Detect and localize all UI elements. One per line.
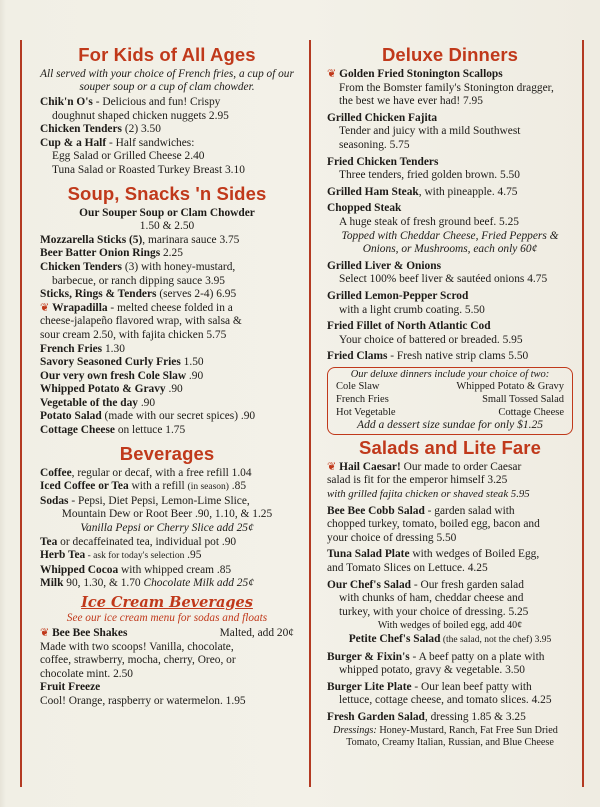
left-column [40, 44, 294, 709]
item-desc-line: seasoning. 5.75 [339, 138, 410, 151]
item-desc-line: whipped potato, gravy & vegetable. 3.50 [339, 664, 525, 677]
menu-item: Fried Fillet of North Atlantic Cod [327, 320, 491, 333]
item-desc-line: cheese-jalapeño flavored wrap, with salsa & [40, 315, 242, 328]
ice-cream-heading: Ice Cream Beverages [81, 594, 253, 611]
item-desc-line: lettuce, cottage cheese, and tomato slices. 4.25 [339, 694, 552, 707]
dressings-line: Tomato, Creamy Italian, Russian, and Blue Cheese [346, 737, 554, 749]
menu-item: Milk 90, 1.30, & 1.70 Chocolate Milk add 25¢ [40, 577, 254, 590]
sides-row: French Fries Small Tossed Salad [336, 394, 564, 406]
item-name: Chik'n O's [40, 96, 93, 108]
menu-item [40, 123, 294, 137]
menu-item: Tea or decaffeinated tea, individual pot .90 [40, 535, 237, 548]
item-desc-line: Onions, or Mushrooms, each only 60¢ [362, 243, 538, 256]
item-desc-line: the best we have ever had! 7.95 [339, 95, 483, 108]
right-column [327, 44, 573, 750]
sides-box-title: Our deluxe dinners include your choice of two: [350, 368, 550, 380]
bee-icon: ❦ [327, 460, 337, 473]
souper-soup-price: 1.50 & 2.50 [139, 220, 195, 233]
menu-item: Sodas - Pepsi, Diet Pepsi, Lemon-Lime Slice, [40, 494, 250, 507]
item-desc-line: Three tenders, fried golden brown. 5.50 [339, 169, 520, 182]
menu-item: Whipped Cocoa with whipped cream .85 [40, 563, 232, 576]
menu-item: ❦ Bee Bee Shakes Malted, add 20¢ [40, 627, 294, 639]
item-desc: (2) 3.50 [121, 123, 161, 136]
item-desc-line: doughnut shaped chicken nuggets 2.95 [52, 109, 229, 122]
menu-item: Mozzarella Sticks (5), marinara sauce 3.75 [40, 233, 240, 246]
ice-cream-note: See our ice cream menu for sodas and floats [66, 612, 268, 624]
menu-item: Fried Chicken Tenders [327, 155, 439, 168]
item-desc-line: Vanilla Pepsi or Cherry Slice add 25¢ [80, 522, 254, 535]
left-border-rule [20, 40, 22, 787]
menu-item: ❦ Wrapadilla - melted cheese folded in a [40, 301, 233, 314]
item-desc-line: barbecue, or ranch dipping sauce 3.95 [52, 274, 226, 287]
menu-item: Tuna Salad Plate with wedges of Boiled Egg, [327, 548, 540, 561]
sides-row: Hot Vegetable Cottage Cheese [336, 406, 564, 418]
item-desc-line: Select 100% beef liver & sautéed onions 4.75 [339, 273, 548, 286]
menu-item: Grilled Ham Steak, with pineapple. 4.75 [327, 185, 518, 198]
menu-item: Whipped Potato & Gravy .90 [40, 383, 183, 396]
item-desc-line: Made with two scoops! Vanilla, chocolate, [40, 640, 234, 653]
item-desc-line: salad is fit for the emperor himself 3.25 [327, 474, 508, 487]
menu-item: Potato Salad (made with our secret spices) .90 [40, 410, 256, 423]
item-desc-line: turkey, with your choice of dressing. 5.25 [339, 605, 529, 618]
item-name: Chicken Tenders [40, 123, 122, 136]
menu-item: Our very own fresh Cole Slaw .90 [40, 369, 204, 382]
soup-heading: Soup, Snacks 'n Sides [67, 182, 267, 204]
menu-item: Grilled Chicken Fajita [327, 111, 438, 124]
menu-item: Vegetable of the day .90 [40, 396, 156, 409]
item-desc-line: with grilled fajita chicken or shaved steak 5.95 [327, 488, 530, 501]
bee-icon: ❦ [327, 68, 337, 80]
souper-soup-name: Our Souper Soup or Clam Chowder [79, 206, 255, 219]
right-border-rule [582, 40, 584, 787]
item-desc-line: with chunks of ham, cheddar cheese and [339, 592, 524, 605]
sides-box-footer: Add a dessert size sundae for only $1.25 [357, 419, 543, 432]
menu-item: Grilled Liver & Onions [327, 259, 442, 272]
item-desc-line: Topped with Cheddar Cheese, Fried Peppers & [341, 229, 559, 242]
menu-item: Our Chef's Salad - Our fresh garden salad [327, 578, 524, 591]
menu-item: Iced Coffee or Tea with a refill (in season) .85 [40, 480, 247, 493]
item-desc-line: coffee, strawberry, mocha, cherry, Oreo, or [40, 654, 236, 667]
menu-item: ❦ Golden Fried Stonington Scallops [327, 68, 503, 80]
menu-item: Cottage Cheese on lettuce 1.75 [40, 424, 186, 437]
item-desc-line: Mountain Dew or Root Beer .90, 1.10, & 1.25 [61, 508, 273, 521]
item-desc-line: Tender and juicy with a mild Southwest [339, 125, 521, 138]
item-desc: - Half sandwiches: [106, 136, 195, 149]
menu-item: Grilled Lemon-Pepper Scrod [327, 289, 469, 302]
kids-heading: For Kids of All Ages [78, 44, 256, 65]
item-desc: - Delicious and fun! Crispy [92, 96, 221, 108]
menu-item: Fresh Garden Salad, dressing 1.85 & 3.25 [327, 710, 526, 723]
menu-item: Petite Chef's Salad (the salad, not the chef) 3.95 [348, 632, 552, 645]
item-desc-line: Egg Salad or Grilled Cheese 2.40 [52, 150, 205, 163]
item-desc-line: and Tomato Slices on Lettuce. 4.25 [327, 562, 488, 574]
menu-item: Chicken Tenders (3) with honey-mustard, [40, 260, 236, 273]
menu-item [40, 96, 294, 110]
bee-icon: ❦ [40, 301, 50, 314]
menu-item: Burger Lite Plate - Our lean beef patty with [327, 680, 532, 693]
menu-item: Burger & Fixin's - A beef patty on a plate with [327, 650, 545, 663]
bee-icon: ❦ [40, 627, 50, 639]
menu-item: Sticks, Rings & Tenders (serves 2-4) 6.95 [40, 288, 237, 301]
item-desc-line: A huge steak of fresh ground beef. 5.25 [339, 215, 519, 228]
menu-item: Chopped Steak [327, 202, 402, 215]
menu-item: Fried Clams - Fresh native strip clams 5.50 [327, 350, 529, 363]
menu-item: Herb Tea - ask for today's selection .95 [40, 549, 202, 562]
kids-note: All served with your choice of French fries, a cup of our souper soup or a cup of clam chowder. [40, 68, 294, 93]
item-desc-line: chopped turkey, tomato, boiled egg, bacon and [327, 518, 540, 531]
item-desc-line: Your choice of battered or breaded. 5.95 [339, 333, 523, 346]
menu-item: Beer Batter Onion Rings 2.25 [40, 247, 183, 260]
item-desc-line: with a light crumb coating. 5.50 [339, 303, 485, 316]
menu-item: Coffee, regular or decaf, with a free refill 1.04 [40, 466, 252, 479]
item-desc-line: Tuna Salad or Roasted Turkey Breast 3.10 [52, 163, 245, 176]
item-desc-line: From the Bomster family's Stonington dragger, [339, 81, 554, 94]
deluxe-heading: Deluxe Dinners [381, 44, 519, 65]
beverages-heading: Beverages [119, 442, 215, 464]
item-desc-line: your choice of dressing 5.50 [327, 531, 457, 544]
item-desc-line: With wedges of boiled egg, add 40¢ [377, 620, 523, 632]
item-desc-line: Cool! Orange, raspberry or watermelon. 1.95 [40, 694, 246, 707]
menu-item: Savory Seasoned Curly Fries 1.50 [40, 356, 204, 369]
salads-heading: Salads and Lite Fare [359, 436, 541, 458]
dressings-line: Dressings: Honey-Mustard, Ranch, Fat Free Sun Dried [333, 724, 558, 736]
item-name: Cup & a Half [40, 136, 107, 149]
menu-item: ❦ Hail Caesar! Our made to order Caesar [327, 460, 522, 473]
center-divider-rule [309, 40, 311, 787]
sides-row: Cole Slaw Whipped Potato & Gravy [336, 381, 564, 393]
menu-item [40, 137, 294, 151]
item-desc-line: chocolate mint. 2.50 [40, 667, 133, 680]
item-desc-line: sour cream 2.50, with fajita chicken 5.75 [40, 328, 227, 341]
menu-item: Bee Bee Cobb Salad - garden salad with [327, 504, 515, 517]
menu-item: French Fries 1.30 [40, 342, 125, 355]
menu-item: Fruit Freeze [40, 681, 101, 694]
dinner-sides-box [327, 367, 573, 435]
